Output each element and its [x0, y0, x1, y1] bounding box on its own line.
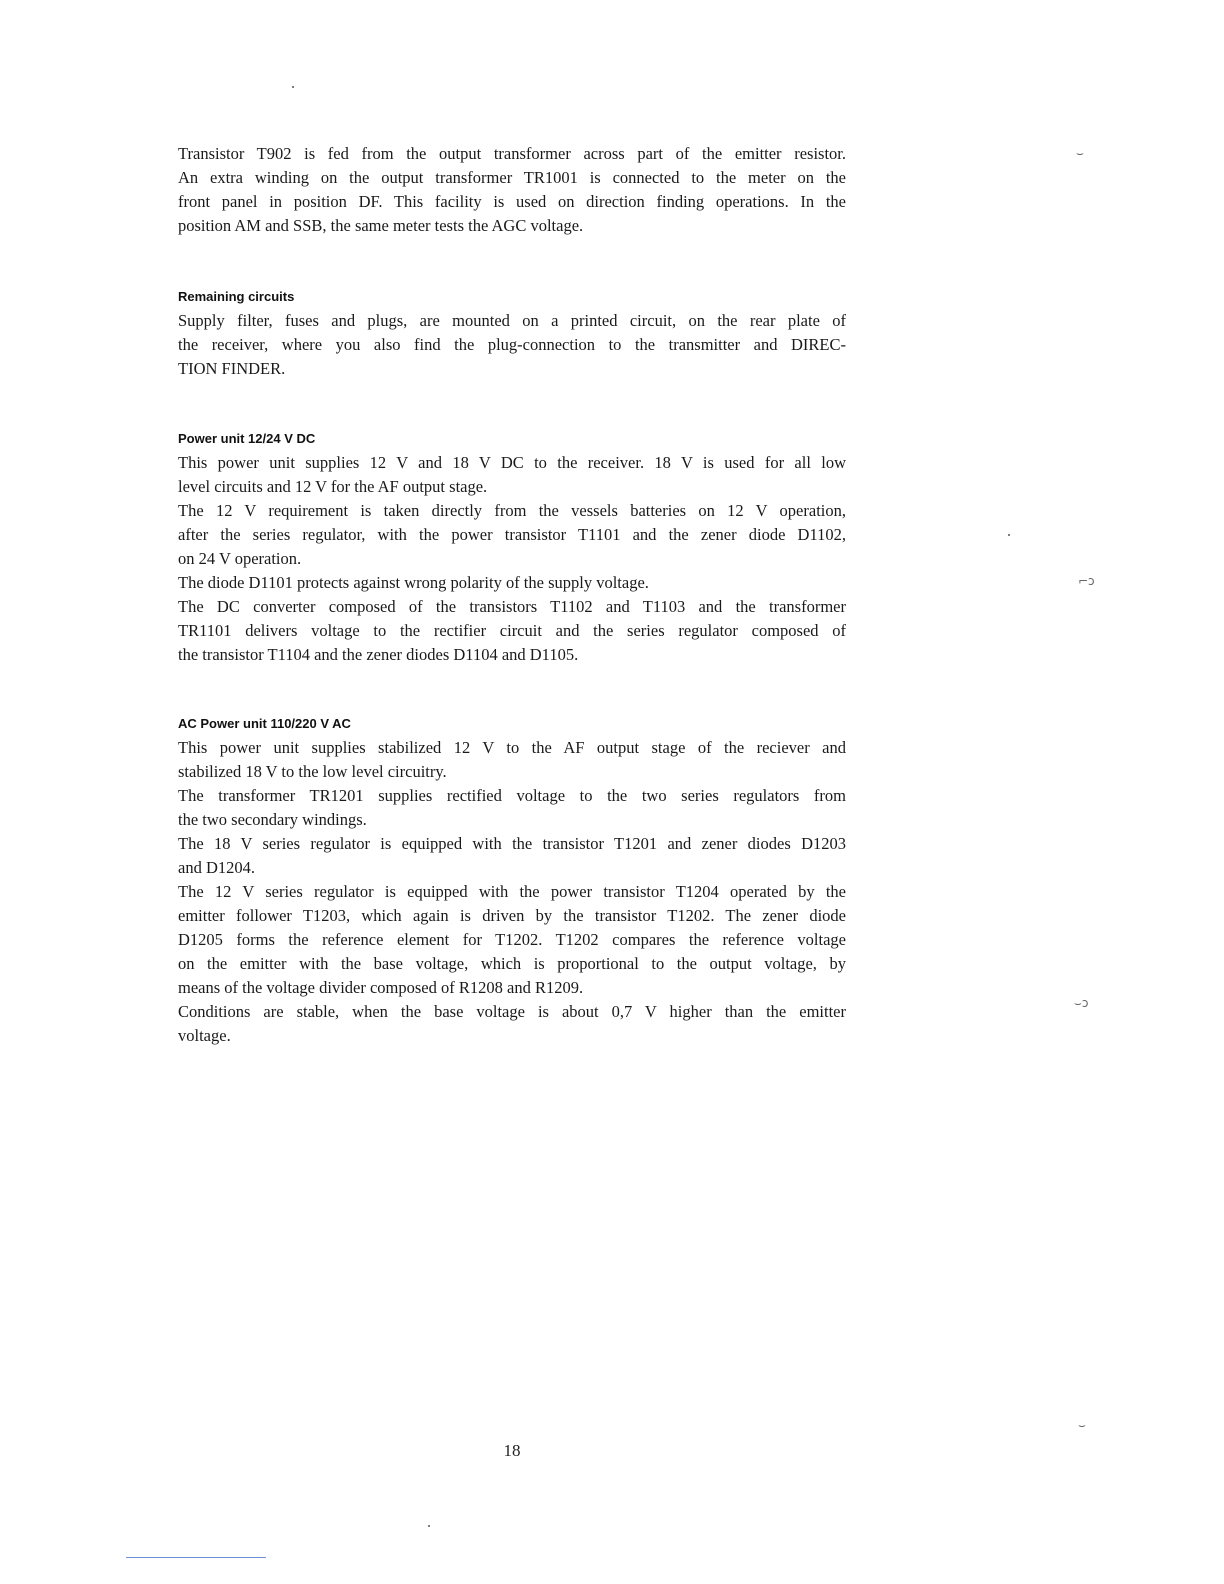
body-line: after the series regulator, with the power transistor T1101 and the zener diode D1102,: [178, 525, 846, 544]
body-line: the two secondary windings.: [178, 810, 367, 829]
scan-speck: [1008, 534, 1010, 536]
intro-line: An extra winding on the output transformer TR1001 is connected to the meter on the: [178, 168, 846, 187]
scan-speck: [428, 1525, 430, 1527]
body-line: The 12 V requirement is taken directly from the vessels batteries on 12 V operation,: [178, 501, 846, 520]
intro-line: front panel in position DF. This facility is used on direction finding operations. In the: [178, 192, 846, 211]
margin-mark: ⌣ͻ: [1074, 996, 1089, 1010]
body-line: The transformer TR1201 supplies rectified voltage to the two series regulators from: [178, 786, 846, 805]
body-line: voltage.: [178, 1026, 231, 1045]
body-line: TR1101 delivers voltage to the rectifier circuit and the series regulator composed of: [178, 621, 846, 640]
scan-speck: [292, 86, 294, 88]
section-heading-remaining-circuits: Remaining circuits: [178, 289, 295, 304]
body-line: on 24 V operation.: [178, 549, 302, 568]
margin-mark: ⌣: [1076, 146, 1084, 160]
section-heading-dc-power-unit: Power unit 12/24 V DC: [178, 431, 316, 446]
body-line: Supply filter, fuses and plugs, are mounted on a printed circuit, on the rear plate of: [178, 311, 846, 330]
intro-paragraph: [178, 142, 846, 238]
body-line: The DC converter composed of the transistors T1102 and T1103 and the transformer: [178, 597, 846, 616]
body-line: This power unit supplies 12 V and 18 V DC to the receiver. 18 V is used for all low: [178, 453, 846, 472]
margin-mark: ⌣: [1078, 1418, 1086, 1432]
body-line: The 18 V series regulator is equipped with the transistor T1201 and zener diodes D1203: [178, 834, 846, 853]
remaining-circuits-paragraph: [178, 309, 846, 381]
body-line: Conditions are stable, when the base voltage is about 0,7 V higher than the emitter: [178, 1002, 846, 1021]
body-line: This power unit supplies stabilized 12 V to the AF output stage of the reciever and: [178, 738, 846, 757]
body-line: The 12 V series regulator is equipped with the power transistor T1204 operated by the: [178, 882, 846, 901]
body-line: and D1204.: [178, 858, 255, 877]
body-line: the receiver, where you also find the plug-connection to the transmitter and DIREC-: [178, 335, 846, 354]
body-line: the transistor T1104 and the zener diodes D1104 and D1105.: [178, 645, 579, 664]
body-line: stabilized 18 V to the low level circuitry.: [178, 762, 447, 781]
intro-line: position AM and SSB, the same meter tests the AGC voltage.: [178, 216, 584, 235]
body-line: D1205 forms the reference element for T1202. T1202 compares the reference voltage: [178, 930, 846, 949]
body-line: on the emitter with the base voltage, which is proportional to the output voltage, by: [178, 954, 846, 973]
margin-mark: ⌐ͻ: [1078, 574, 1095, 588]
intro-line: Transistor T902 is fed from the output transformer across part of the emitter resistor.: [178, 144, 846, 163]
bottom-rule: [126, 1557, 266, 1558]
section-heading-ac-power-unit: AC Power unit 110/220 V AC: [178, 716, 351, 731]
ac-power-unit-paragraph: [178, 736, 846, 1048]
body-line: The diode D1101 protects against wrong polarity of the supply voltage.: [178, 573, 649, 592]
page-number: 18: [503, 1441, 521, 1460]
body-line: level circuits and 12 V for the AF output stage.: [178, 477, 488, 496]
dc-power-unit-paragraph: [178, 451, 846, 667]
body-line: TION FINDER.: [178, 359, 286, 378]
body-line: means of the voltage divider composed of R1208 and R1209.: [178, 978, 584, 997]
body-line: emitter follower T1203, which again is driven by the transistor T1202. The zener diode: [178, 906, 846, 925]
